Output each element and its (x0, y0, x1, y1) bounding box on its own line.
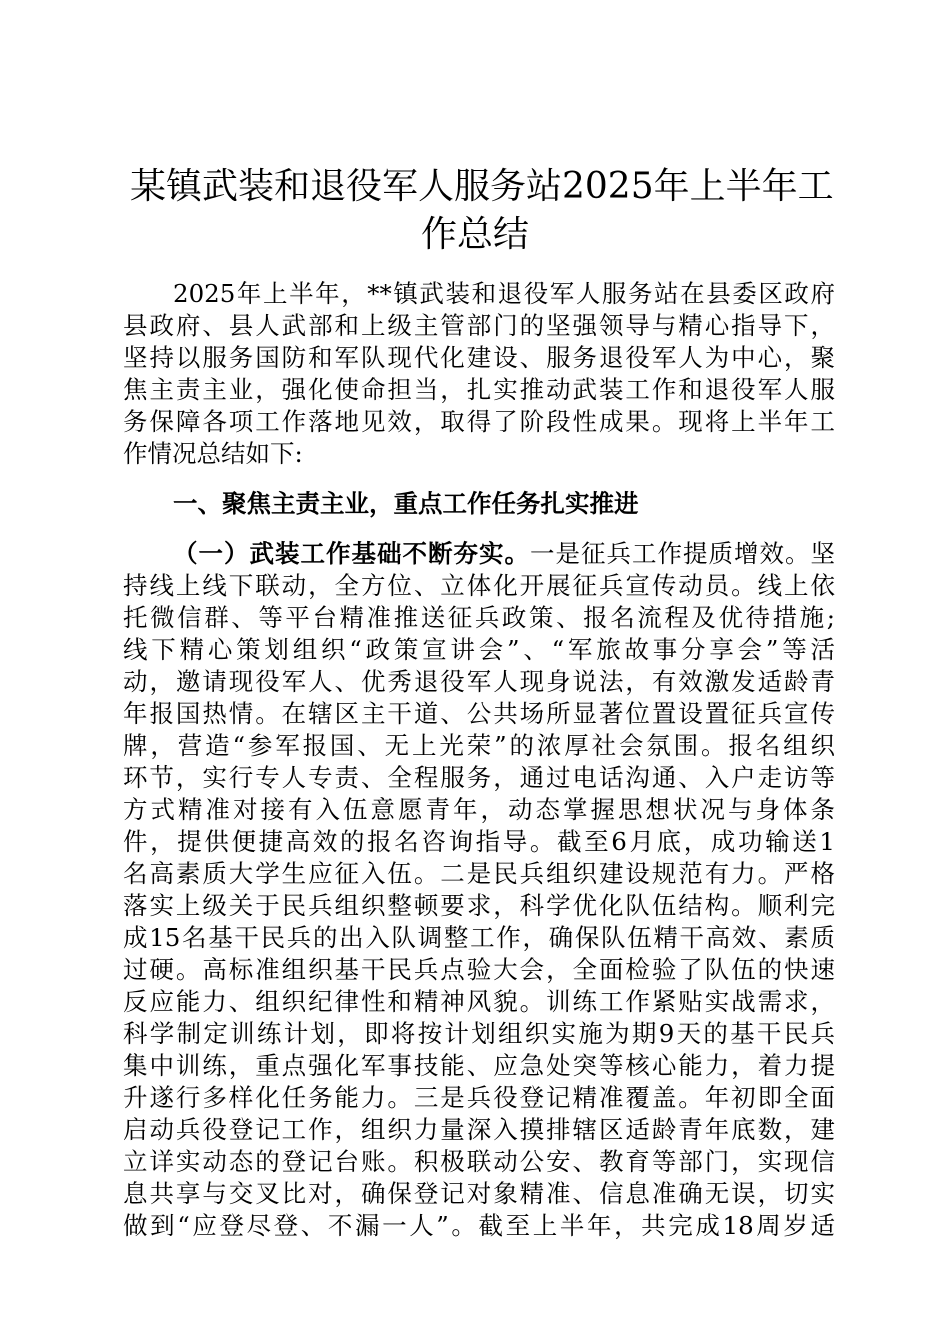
intro-paragraph (123, 278, 835, 470)
paragraph-line: 反应能力、组织纪律性和精神风貌。训练工作紧贴实战需求， (123, 987, 835, 1016)
paragraph-line: 成15名基干民兵的出入队调整工作，确保队伍精干高效、素质 (123, 923, 835, 952)
paragraph-line: 动，邀请现役军人、优秀退役军人现身说法，有效激发适龄青 (123, 667, 835, 696)
paragraph-line: 持线上线下联动，全方位、立体化开展征兵宣传动员。线上依 (123, 571, 835, 600)
paragraph-line: 集中训练，重点强化军事技能、应急处突等核心能力，着力提 (123, 1051, 835, 1080)
paragraph-line: 落实上级关于民兵组织整顿要求，科学优化队伍结构。顺利完 (123, 891, 835, 920)
title-line-1: 某镇武装和退役军人服务站2025年上半年工 (130, 166, 834, 207)
paragraph-line: 方式精准对接有入伍意愿青年，动态掌握思想状况与身体条 (123, 795, 835, 824)
intro-line: 焦主责主业，强化使命担当，扎实推动武装工作和退役军人服 (123, 375, 835, 404)
subsection-1-heading: （一）武装工作基础不断夯实。 (173, 539, 530, 568)
section-heading-1: 一、聚焦主责主业，重点工作任务扎实推进 (173, 489, 639, 518)
paragraph-line: 升遂行多样化任务能力。三是兵役登记精准覆盖。年初即全面 (123, 1083, 835, 1112)
document-body (123, 278, 835, 1242)
title-line-2: 作总结 (420, 214, 529, 255)
paragraph-line: 立详实动态的登记台账。积极联动公安、教育等部门，实现信 (123, 1147, 835, 1176)
paragraph-line: 名高素质大学生应征入伍。二是民兵组织建设规范有力。严格 (123, 859, 835, 888)
paragraph-line: 线下精心策划组织“政策宣讲会”、“军旅故事分享会”等活 (123, 635, 835, 664)
paragraph-line: 做到“应登尽登、不漏一人”。截至上半年，共完成18周岁适 (123, 1211, 835, 1240)
paragraph-line: 托微信群、等平台精准推送征兵政策、报名流程及优待措施; (123, 603, 835, 632)
paragraph-line: 年报国热情。在辖区主干道、公共场所显著位置设置征兵宣传 (123, 699, 835, 728)
paragraph-line: 牌，营造“参军报国、无上光荣”的浓厚社会氛围。报名组织 (123, 731, 835, 760)
paragraph-line: 件，提供便捷高效的报名咨询指导。截至6月底，成功输送1 (123, 827, 835, 856)
paragraph-line: 启动兵役登记工作，组织力量深入摸排辖区适龄青年底数，建 (123, 1115, 835, 1144)
subsection-1-first-text: 一是征兵工作提质增效。坚 (530, 539, 835, 568)
document-title (130, 163, 834, 259)
intro-line: 作情况总结如下: (123, 439, 303, 468)
intro-line: 务保障各项工作落地见效，取得了阶段性成果。现将上半年工 (123, 407, 835, 436)
intro-line: 2025年上半年，**镇武装和退役军人服务站在县委区政府 (173, 279, 835, 308)
subsection-1-first-line (123, 538, 835, 570)
intro-line: 坚持以服务国防和军队现代化建设、服务退役军人为中心，聚 (123, 343, 835, 372)
paragraph-line: 科学制定训练计划，即将按计划组织实施为期9天的基干民兵 (123, 1019, 835, 1048)
subsection-1-paragraph (123, 538, 835, 1242)
paragraph-line: 环节，实行专人专责、全程服务，通过电话沟通、入户走访等 (123, 763, 835, 792)
intro-line: 县政府、县人武部和上级主管部门的坚强领导与精心指导下， (123, 311, 835, 340)
paragraph-line: 息共享与交叉比对，确保登记对象精准、信息准确无误，切实 (123, 1179, 835, 1208)
paragraph-line: 过硬。高标准组织基干民兵点验大会，全面检验了队伍的快速 (123, 955, 835, 984)
